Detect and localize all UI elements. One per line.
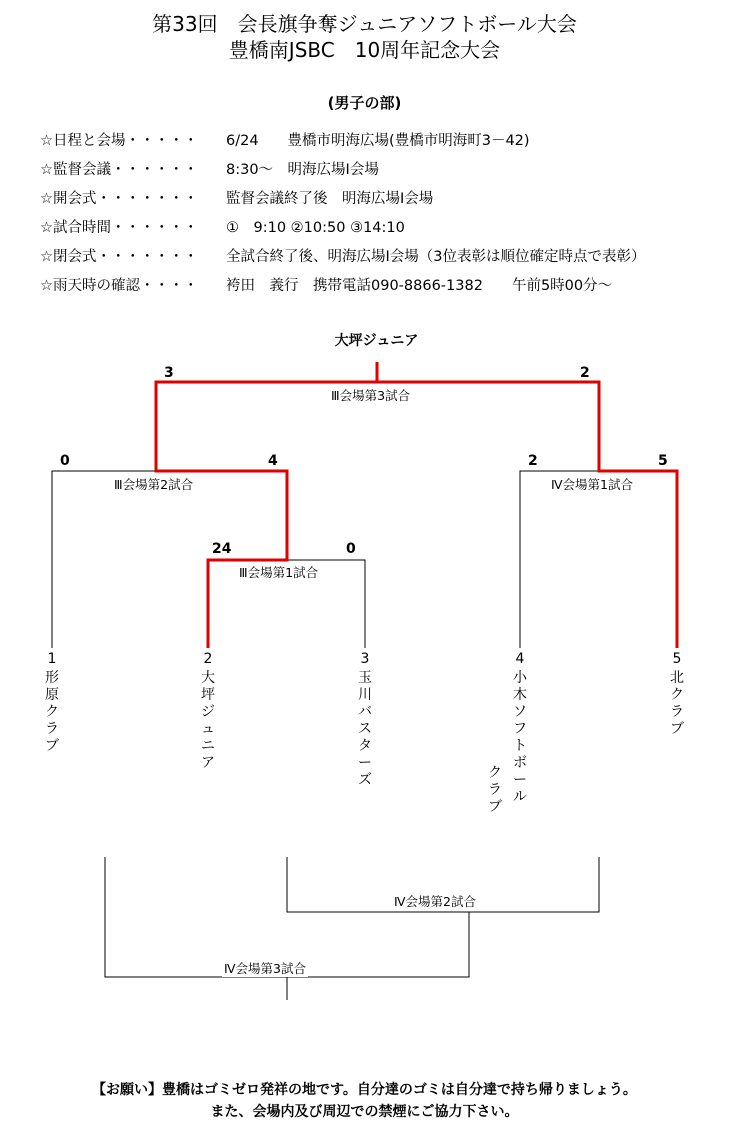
match-2-score-right: 4 [268,453,278,469]
team-5-name: 北クラブ [670,670,684,737]
info-label: ☆閉会式・・・・・・・ [40,249,198,265]
team-3-number: 3 [360,651,370,667]
champion-name: 大坪ジュニア [334,333,419,349]
info-value: 全試合終了後、明海広場Ⅰ会場（3位表彰は順位確定時点で表彰） [226,249,646,265]
match-2-label: Ⅲ会場第2試合 [114,477,194,492]
team-1-name: 形原クラブ [45,670,59,754]
team-2-number: 2 [203,651,213,667]
team-4-name: 小木ソフトボール [513,670,527,805]
winner-path [156,362,677,648]
winner-path-right [377,382,677,648]
info-label: ☆試合時間・・・・・・ [40,220,198,236]
match-2-score-left: 0 [60,453,70,469]
match-3-score-right: 2 [580,365,590,381]
match-1-score-left: 24 [212,541,232,557]
info-value: ① 9:10 ②10:50 ③14:10 [226,220,405,236]
winner-path-left [156,362,377,648]
match-4-label: Ⅳ会場第1試合 [551,477,633,492]
match-1-score-right: 0 [346,541,356,557]
match-3-label: Ⅲ会場第3試合 [331,388,411,403]
info-label: ☆監督会議・・・・・・ [40,162,198,178]
team-3-name: 玉川バスターズ [358,670,372,788]
match-5-label: Ⅳ会場第2試合 [394,894,476,909]
footer-request: 【お願い】豊橋はゴミゼロ発祥の地です。自分達のゴミは自分達で持ち帰りましょう。 [92,1082,637,1098]
info-value: 監督会議終了後 明海広場Ⅰ会場 [226,191,434,207]
footer-no-smoking: また、会場内及び周辺での禁煙にご協力下さい。 [210,1104,519,1120]
tournament-subtitle: 豊橋南JSBC 10周年記念大会 [228,38,501,62]
match-4-score-left: 2 [528,453,538,469]
info-value: 6/24 豊橋市明海広場(豊橋市明海町3－42) [226,133,530,149]
team-4-name-line2: クラブ [488,765,502,815]
match-4-line [520,471,677,648]
team-5-number: 5 [672,651,682,667]
info-value: 袴田 義行 携帯電話090-8866-1382 午前5時00分～ [226,278,613,294]
match-6-label: Ⅳ会場第3試合 [224,961,306,976]
info-label: ☆日程と会場・・・・・ [40,133,198,149]
tournament-title: 第33回 会長旗争奪ジュニアソフトボール大会 [152,12,577,36]
team-4-number: 4 [515,651,525,667]
info-label: ☆雨天時の確認・・・・ [40,278,198,294]
match-1-label: Ⅲ会場第1試合 [239,565,319,580]
division-label: (男子の部) [327,94,402,112]
match-4-score-right: 5 [658,453,668,469]
team-1-number: 1 [47,651,57,667]
info-value: 8:30～ 明海広場Ⅰ会場 [226,162,379,178]
match-3-score-left: 3 [164,365,174,381]
team-2-name: 大坪ジュニア [201,670,215,771]
info-label: ☆開会式・・・・・・・ [40,191,198,207]
